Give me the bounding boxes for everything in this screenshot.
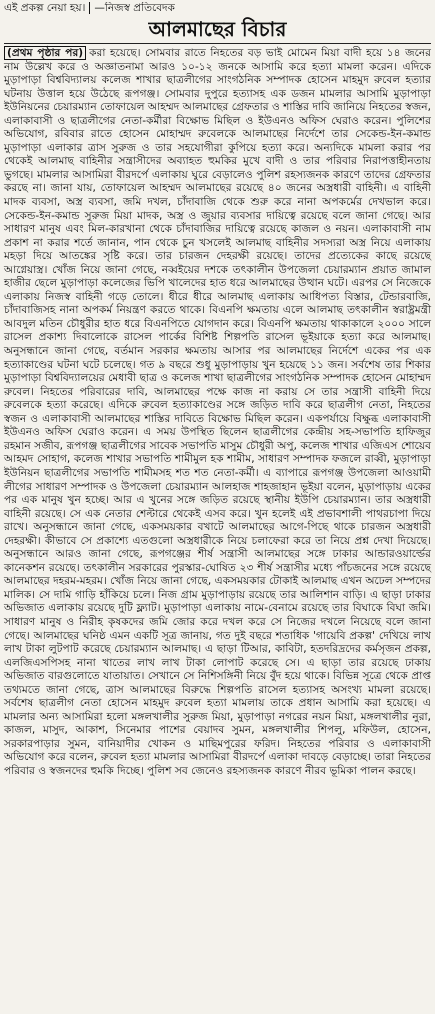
article-headline: আলমাছের বিচার [4,16,431,44]
article-body [4,47,431,779]
continued-from-label: (প্রথম পৃষ্ঠার পর) [4,46,86,60]
previous-article-last-line: এই প্রকল্প নেয়া হয়। [4,2,86,14]
article-paragraph [4,47,431,779]
previous-article-tail [4,2,431,15]
article-body-text: করা হয়েছে। সোমবার রাতে নিহতের বড় ভাই মোমেন মিয়া বাদী হয়ে ১৪ জনের নাম উল্লেখ করে ও অজ্ঞাতনামা আরও ১০-১২ জনকে আসামি করে হত্যা মামলা করেন। এদিকে মুড়াপাড়া বিশ্ববিদ্যালয় কলেজ শাখার ছাত্রলীগের সাংগঠনিক সম্পাদক হোসেন মাহমুদ রুবেল হত্যার ঘটনায় উত্তাল হয়ে উঠেছে রূপগঞ্জ। সোমবার দুপুরে হত্যাসহ এক ডজন মামলার আসামি মুড়াপাড়া ইউনিয়নের চেয়ারম্যান তোফায়েল আহম্মদ আলমাছের গ্রেফতার ও শাস্তির দাবি জানিয়ে নিহতের স্বজন, এলাকাবাসী ও ছাত্রলীগের নেতা-কর্মীরা বিক্ষোভ মিছিল ও ইউএনও অফিস ঘেরাও করেন। পুলিশের অভিযোগ, রবিবার রাতে হোসেন মোহাম্মদ রুবেলকে আলমাছের নির্দেশে তার সেকেন্ড-ইন-কমান্ড মুড়াপাড়া এলাকার ত্রাস সুরুজ ও তার সহযোগীরা কুপিয়ে হত্যা করে। অন্যদিকে মামলা করার পর থেকেই আলমাছ বাহিনীর সন্ত্রাসীদের অব্যাহত হুমকির মুখে বাদী ও তার পরিবার নিরাপত্তাহীনতায় ভুগছে। মামলার আসামিরা বীরদর্পে এলাকায় ঘুরে বেড়ালেও পুলিশ রহস্যজনক কারণে তাদের গ্রেফতার করছে না। জানা যায়, তোফায়েল আহম্মদ আলমাছের রয়েছে ৪০ জনের অস্ত্রধারী বাহিনী। এ বাহিনী মাদক ব্যবসা, অস্ত্র ব্যবসা, জমি দখল, চাঁদাবাজি থেকে শুরু করে নানা অপকর্মের দেখভাল করে। সেকেন্ড-ইন-কমান্ড সুরুজ মিয়া মাদক, অস্ত্র ও জুয়ার ব্যবসার দায়িত্বে রয়েছে বলে জানা গেছে। আর সাধারণ মানুষ এবং মিল-কারখানা থেকে চাঁদাবাজির দায়িত্বে রয়েছে কাজল ও নয়ন। এলাকাবাসী নাম প্রকাশ না করার শর্তে জানান, পান থেকে চুন খসলেই আলমাছ বাহিনীর সদস্যরা অস্ত্র নিয়ে এলাকায় মহড়া দিয়ে আতঙ্কের সৃষ্টি করে। তার চারজন দেহরক্ষী রয়েছে। তাদের প্রত্যেকের কাছে রয়েছে আগ্নেয়াস্ত্র। খোঁজ নিয়ে জানা গেছে, নব্বইয়ের দশকে তৎকালীন উপজেলা চেয়ারম্যান প্রয়াত জামাল হাজীর ছেলে মুড়াপাড়া কলেজের ভিপি খালেদের হাত ধরে আলমাছের উত্থান ঘটে। এরপর সে নিজেকে এলাকায় নিজস্ব বাহিনী গড়ে তোলে। ধীরে ধীরে আলমাছ এলাকায় আধিপত্য বিস্তার, টেন্ডারবাজি, চাঁদাবাজিসহ নানা অপকর্ম নিয়ন্ত্রণ করতে থাকে। বিএনপি ক্ষমতায় এলে আলমাছ তৎকালীন স্বরাষ্ট্রমন্ত্রী আবদুল মতিন চৌধুরীর হাত ধরে বিএনপিতে যোগদান করে। বিএনপি ক্ষমতায় থাকাকালে ২০০০ সালে রাসেল প্রকাশ্য দিবালোকে রাসেল পার্কের বিশিষ্ট শিল্পপতি রাসেল ভূইয়াকে হত্যা করে আলমাছ। অনুসন্ধানে জানা গেছে, বর্তমান সরকার ক্ষমতায় আসার পর আলমাছের নির্দেশে একের পর এক হত্যাকাণ্ডের ঘটনা ঘটে চলেছে। গত ৯ বছরে শুধু মুড়াপাড়ায় খুন হয়েছে ১১ জন। সর্বশেষ তার শিকার মুড়াপাড়া বিশ্ববিদ্যালয়ের মেধাবী ছাত্র ও কলেজ শাখা ছাত্রলীগের সাংগঠনিক সম্পাদক হোসেন মোহাম্মদ রুবেল। নিহতের পরিবারের দাবি, আলমাছের পক্ষে কাজ না করায় সে তার সন্ত্রাসী বাহিনী দিয়ে রুবেলকে হত্যা করেছে। এদিকে রুবেল হত্যাকাণ্ডের সঙ্গে জড়িত দাবি করে ছাত্রলীগ নেতা, নিহতের স্বজন ও এলাকাবাসী আলমাছের শাস্তির দাবিতে বিক্ষোভ মিছিল করেন। একপর্যায়ে বিক্ষুব্ধ এলাকাবাসী ইউএনও অফিস ঘেরাও করেন। এ সময় উপস্থিত ছিলেন ছাত্রলীগের কেন্দ্রীয় সহ-সভাপতি হাফিজুর রহমান সজীব, রূপগঞ্জ ছাত্রলীগের সাবেক সভাপতি মাসুম চৌধুরী অপু, কলেজ শাখার এজিএস শোয়েব আহমদ সোহাগ, কলেজ শাখার সভাপতি শামীমুল হক শামীম, সাধারণ সম্পাদক ফজলে রাব্বী, মুড়াপাড়া ইউনিয়ন ছাত্রলীগের সভাপতি শামীমসহ শত শত নেতা-কর্মী। এ ব্যাপারে রূপগঞ্জ উপজেলা আওয়ামী লীগের সাধারণ সম্পাদক ও উপজেলা চেয়ারম্যান আলহাজ শাহজাহান ভূইয়া বলেন, মুড়াপাড়ায় একের পর এক মানুষ খুন হচ্ছে। আর এ খুনের সঙ্গে জড়িত রয়েছে স্থানীয় ইউপি চেয়ারম্যান। তার অস্ত্রধারী বাহিনী রয়েছে। সে এক নেতার শেল্টারে থেকেই এসব করে। খুন হলেই এই প্রভাবশালী পাথরচাপা দিয়ে রাখে। অনুসন্ধানে জানা গেছে, একসময়কার বখাটে আলমাছের আগে-পিছে থাকে চারজন অস্ত্রধারী দেহরক্ষী। কীভাবে সে প্রকাশ্যে এতগুলো অস্ত্রধারীকে নিয়ে চলাফেরা করে তা নিয়ে প্রশ্ন দেখা দিয়েছে। অনুসন্ধানে আরও জানা গেছে, রূপগঞ্জের শীর্ষ সন্ত্রাসী আলমাছের সঙ্গে ঢাকার আন্ডারওয়ার্ল্ডের কানেকশন রয়েছে। তৎকালীন সরকারের পুরস্কার-ঘোষিত ২৩ শীর্ষ সন্ত্রাসীর মধ্যে পাঁচজনের সঙ্গে রয়েছে আলমাছের দহরম-মহরম। খোঁজ নিয়ে জানা গেছে, একসময়কার টোকাই আলমাছ এখন অঢেল সম্পদের মালিক। সে দামি গাড়ি হাঁকিয়ে চলে। নিজ গ্রাম মুড়াপাড়ায় রয়েছে তার আলিশান বাড়ি। এ ছাড়া ঢাকার অভিজাত এলাকায় রয়েছে দুটি ফ্ল্যাট। মুড়াপাড়া এলাকায় নামে-বেনামে রয়েছে তার বিঘাকে বিঘা জমি। সাধারণ মানুষ ও নিরীহ কৃষকদের জমি জোর করে দখল করে সে নিজের দখলে নিয়েছে বলে জানা গেছে। আলমাছের ঘনিষ্ঠ এমন একটি সূত্র জানায়, গত দুই বছরে শতাধিক 'গায়েবি প্রকল্প' দেখিয়ে লাখ লাখ টাকা লুটপাট করেছে চেয়ারম্যান আলমাছ। এ ছাড়া টিআর, কাবিটা, হতদরিদ্রদের কর্মসৃজন প্রকল্প, এলজিএসপিসহ নানা খাতের লাখ লাখ টাকা লোপাট করেছে সে। এ ছাড়া তার রয়েছে ঢাকায় অভিজাত বারগুলোতে যাতায়াত। সেখানে সে নিশিসঙ্গিনী নিয়ে বুঁদ হয়ে থাকে। বিভিন্ন সূত্রে থেকে প্রাপ্ত তথ্যমতে জানা গেছে, ত্রাস আলমাছের বিরুদ্ধে শিল্পপতি রাসেল হত্যাসহ অসংখ্য মামলা রয়েছে। সর্বশেষ ছাত্রলীগ নেতা হোসেন মাহমুদ রুবেল হত্যা মামলায় তাকে প্রধান আসামি করা হয়েছে। এ মামলার অন্য আসামিরা হলো মঙ্গলখালীর সুরুজ মিয়া, মুড়াপাড়া নগরের নয়ন মিয়া, মঙ্গলখালীর নুরা, কাজল, মাসুদ, আকাশ, সিনেমার পাশের বেয়াদব সুমন, মঙ্গলখালীর শিপলু, মফিউল, হোসেন, সরকারপাড়ার সুমন, বানিয়াদীর খোকন ও মাছিমপুরের ফরিদ। নিহতের পরিবার ও এলাকাবাসী অভিযোগ করে বলেন, রুবেল হত্যা মামলার আসামিরা বীরদর্পে এলাকা দাবড়ে বেড়াচ্ছে। তারা নিহতের পরিবার ও স্বজনদের হুমকি দিচ্ছে। পুলিশ সব জেনেও রহস্যজনক কারণে নীরব ভূমিকা পালন করছে। [4,47,431,777]
byline: —নিজস্ব প্রতিবেদক [94,2,175,14]
column-divider [89,2,90,14]
